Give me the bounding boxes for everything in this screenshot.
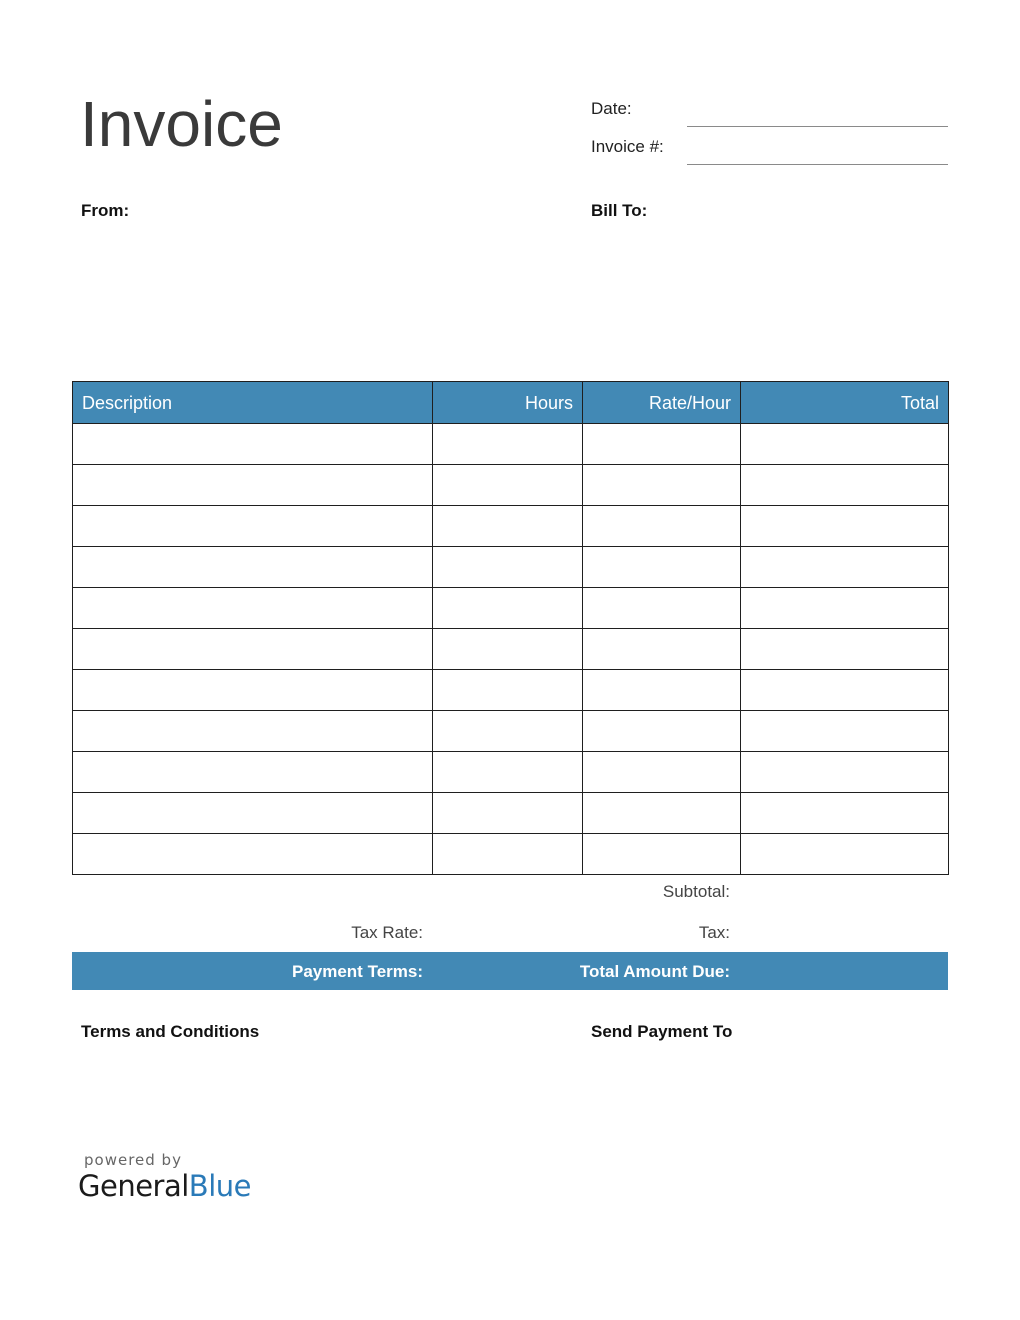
from-label: From: <box>81 201 130 220</box>
table-row <box>73 588 949 629</box>
column-header-hours: Hours <box>433 382 583 424</box>
bill-to-label: Bill To: <box>591 201 648 220</box>
tax-rate-label: Tax Rate: <box>351 923 423 942</box>
payment-summary-bar <box>72 952 948 990</box>
hours-cell[interactable] <box>433 670 583 711</box>
total-cell[interactable] <box>741 711 949 752</box>
table-row <box>73 629 949 670</box>
hours-cell[interactable] <box>433 793 583 834</box>
table-row <box>73 547 949 588</box>
rate-cell[interactable] <box>583 711 741 752</box>
table-row <box>73 834 949 875</box>
page-title: Invoice <box>80 88 283 160</box>
hours-cell[interactable] <box>433 711 583 752</box>
table-row <box>73 670 949 711</box>
description-cell[interactable] <box>73 629 433 670</box>
hours-cell[interactable] <box>433 424 583 465</box>
hours-cell[interactable] <box>433 465 583 506</box>
total-cell[interactable] <box>741 834 949 875</box>
powered-by-text: powered by <box>84 1151 182 1169</box>
table-header-row <box>73 382 949 424</box>
column-header-description: Description <box>73 382 433 424</box>
invoice-number-field[interactable] <box>687 164 948 165</box>
rate-cell[interactable] <box>583 506 741 547</box>
total-cell[interactable] <box>741 629 949 670</box>
rate-cell[interactable] <box>583 752 741 793</box>
rate-cell[interactable] <box>583 629 741 670</box>
rate-cell[interactable] <box>583 465 741 506</box>
invoice-number-label: Invoice #: <box>591 137 664 156</box>
table-row <box>73 506 949 547</box>
description-cell[interactable] <box>73 670 433 711</box>
total-cell[interactable] <box>741 752 949 793</box>
description-cell[interactable] <box>73 752 433 793</box>
rate-cell[interactable] <box>583 588 741 629</box>
date-label: Date: <box>591 99 632 118</box>
hours-cell[interactable] <box>433 588 583 629</box>
hours-cell[interactable] <box>433 629 583 670</box>
date-field[interactable] <box>687 126 948 127</box>
total-cell[interactable] <box>741 465 949 506</box>
payment-terms-label: Payment Terms: <box>291 962 423 981</box>
table-row <box>73 711 949 752</box>
terms-and-conditions-label: Terms and Conditions <box>81 1022 260 1041</box>
rate-cell[interactable] <box>583 793 741 834</box>
total-cell[interactable] <box>741 670 949 711</box>
logo-blue-text: Blue <box>188 1169 251 1203</box>
hours-cell[interactable] <box>433 506 583 547</box>
description-cell[interactable] <box>73 834 433 875</box>
send-payment-to-label: Send Payment To <box>591 1022 733 1041</box>
rate-cell[interactable] <box>583 424 741 465</box>
subtotal-label: Subtotal: <box>662 882 730 901</box>
column-header-rate-hour: Rate/Hour <box>583 382 741 424</box>
description-cell[interactable] <box>73 793 433 834</box>
hours-cell[interactable] <box>433 834 583 875</box>
generalblue-logo <box>78 1169 251 1203</box>
total-cell[interactable] <box>741 506 949 547</box>
description-cell[interactable] <box>73 506 433 547</box>
logo-general-text: General <box>78 1169 189 1203</box>
total-cell[interactable] <box>741 793 949 834</box>
tax-label: Tax: <box>698 923 730 942</box>
total-cell[interactable] <box>741 424 949 465</box>
description-cell[interactable] <box>73 711 433 752</box>
description-cell[interactable] <box>73 588 433 629</box>
table-row <box>73 793 949 834</box>
rate-cell[interactable] <box>583 670 741 711</box>
hours-cell[interactable] <box>433 547 583 588</box>
items-table <box>72 381 949 875</box>
table-row <box>73 465 949 506</box>
table-row <box>73 424 949 465</box>
hours-cell[interactable] <box>433 752 583 793</box>
description-cell[interactable] <box>73 547 433 588</box>
total-cell[interactable] <box>741 588 949 629</box>
table-row <box>73 752 949 793</box>
rate-cell[interactable] <box>583 834 741 875</box>
total-cell[interactable] <box>741 547 949 588</box>
description-cell[interactable] <box>73 465 433 506</box>
description-cell[interactable] <box>73 424 433 465</box>
column-header-total: Total <box>741 382 949 424</box>
rate-cell[interactable] <box>583 547 741 588</box>
total-amount-due-label: Total Amount Due: <box>579 962 730 981</box>
